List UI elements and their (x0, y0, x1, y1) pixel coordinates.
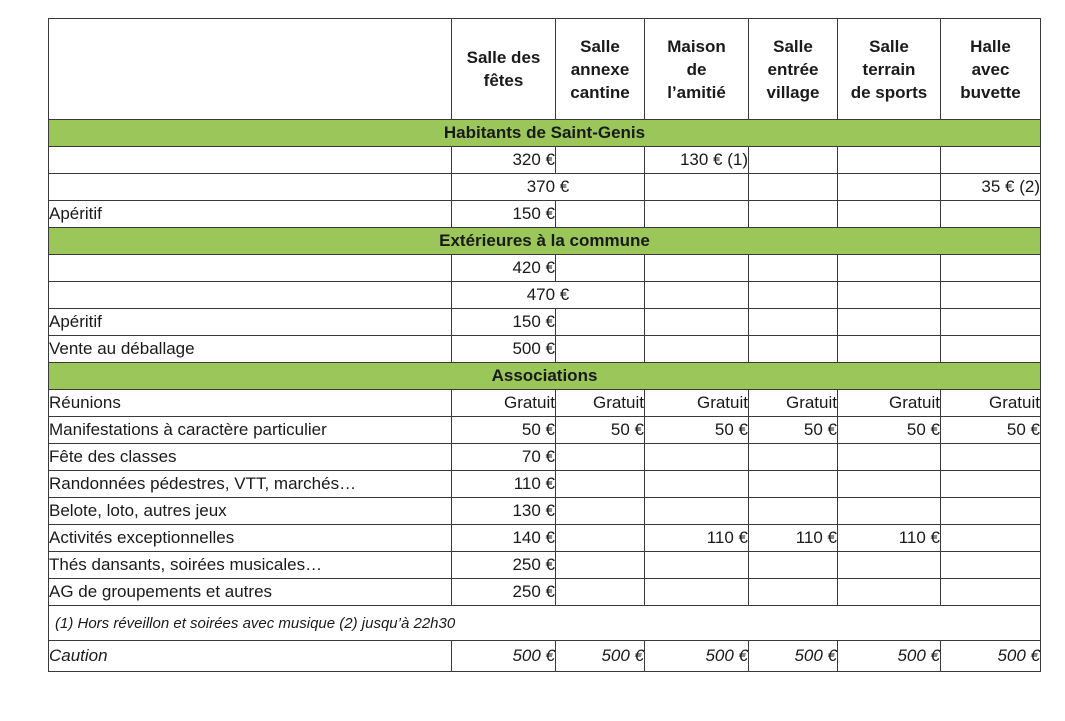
table-cell (838, 147, 941, 174)
column-header-halle-buvette (941, 19, 1041, 120)
table-cell: Gratuit (452, 390, 556, 417)
table-cell (838, 471, 941, 498)
header-line: terrain (862, 59, 916, 79)
table-cell (941, 471, 1041, 498)
caution-cell: 500 € (645, 641, 749, 672)
table-row (49, 282, 1041, 309)
table-cell (838, 552, 941, 579)
table-cell (645, 579, 749, 606)
row-label (49, 282, 452, 309)
table-cell (749, 552, 838, 579)
table-cell: Gratuit (645, 390, 749, 417)
table-cell: 420 € (452, 255, 556, 282)
table-cell (941, 309, 1041, 336)
section-row-habitants (49, 120, 1041, 147)
column-header-salle-terrain-sports (838, 19, 941, 120)
table-cell (556, 255, 645, 282)
associations-rows (49, 390, 1041, 606)
header-line: cantine (570, 82, 630, 102)
table-cell: 50 € (645, 417, 749, 444)
footnote-row (49, 606, 1041, 641)
table-row (49, 471, 1041, 498)
table-cell (941, 201, 1041, 228)
row-label: AG de groupements et autres (49, 579, 452, 606)
table-cell (749, 336, 838, 363)
table-cell (556, 336, 645, 363)
table-cell (645, 255, 749, 282)
table-cell: 320 € (452, 147, 556, 174)
caution-cell: 500 € (452, 641, 556, 672)
row-label: Apéritif (49, 201, 452, 228)
header-line: annexe (570, 59, 630, 79)
row-label: Manifestations à caractère particulier (49, 417, 452, 444)
row-label: Thés dansants, soirées musicales… (49, 552, 452, 579)
caution-cell: 500 € (556, 641, 645, 672)
table-cell (838, 579, 941, 606)
table-cell: 50 € (941, 417, 1041, 444)
section-title-habitants: Habitants de Saint-Genis (49, 120, 1041, 147)
table-cell (749, 498, 838, 525)
table-cell: 110 € (645, 525, 749, 552)
table-row (49, 309, 1041, 336)
table-cell: 50 € (556, 417, 645, 444)
caution-cell: 500 € (749, 641, 838, 672)
table-cell (838, 444, 941, 471)
caution-cell: 500 € (941, 641, 1041, 672)
table-cell (749, 174, 838, 201)
table-row (49, 552, 1041, 579)
table-cell (645, 336, 749, 363)
table-cell (941, 282, 1041, 309)
table-row (49, 444, 1041, 471)
table-row (49, 417, 1041, 444)
merged-cell: 370 € (452, 174, 645, 201)
section-title-exterieures: Extérieures à la commune (49, 228, 1041, 255)
header-row (49, 19, 1041, 120)
table-row (49, 147, 1041, 174)
table-cell (645, 498, 749, 525)
table-row (49, 336, 1041, 363)
table-cell: 50 € (452, 417, 556, 444)
header-line: Salle (869, 36, 909, 56)
table-cell (941, 255, 1041, 282)
header-line: entrée (767, 59, 819, 79)
table-cell (838, 174, 941, 201)
row-label: Vente au déballage (49, 336, 452, 363)
pricing-table (48, 18, 1041, 672)
row-label: Fête des classes (49, 444, 452, 471)
table-cell (749, 309, 838, 336)
table-cell (941, 579, 1041, 606)
table-cell (645, 309, 749, 336)
header-line: fêtes (483, 71, 524, 90)
table-cell (749, 282, 838, 309)
table-row (49, 174, 1041, 201)
table-cell (556, 471, 645, 498)
header-line: Halle (970, 36, 1011, 56)
table-cell (838, 282, 941, 309)
table-cell (556, 498, 645, 525)
table-cell (749, 147, 838, 174)
table-cell: 110 € (452, 471, 556, 498)
table-cell (749, 255, 838, 282)
row-label: Réunions (49, 390, 452, 417)
table-cell (941, 498, 1041, 525)
column-header-salle-annexe-cantine (556, 19, 645, 120)
table-cell: Gratuit (838, 390, 941, 417)
header-line: Maison (667, 36, 726, 56)
table-cell (941, 552, 1041, 579)
table-cell (838, 201, 941, 228)
table-cell: 130 € (1) (645, 147, 749, 174)
table-cell (645, 444, 749, 471)
table-cell (556, 309, 645, 336)
table-cell: 50 € (838, 417, 941, 444)
caution-row (49, 641, 1041, 672)
table-cell (838, 309, 941, 336)
header-line: de sports (850, 82, 928, 102)
header-line: avec (971, 59, 1010, 79)
table-cell: 110 € (838, 525, 941, 552)
header-line: Salle (773, 36, 813, 56)
section-row-exterieures (49, 228, 1041, 255)
row-label (49, 147, 452, 174)
table-cell (838, 336, 941, 363)
table-cell (556, 552, 645, 579)
table-cell (556, 525, 645, 552)
section-title-associations: Associations (49, 363, 1041, 390)
merged-cell: 470 € (452, 282, 645, 309)
table-row (49, 498, 1041, 525)
table-cell: 250 € (452, 579, 556, 606)
header-line: Salle (580, 36, 620, 56)
table-cell (749, 201, 838, 228)
table-cell (838, 255, 941, 282)
caution-label: Caution (49, 641, 452, 672)
table-cell: 50 € (749, 417, 838, 444)
table-row (49, 255, 1041, 282)
table-row (49, 201, 1041, 228)
table-cell (749, 579, 838, 606)
table-cell: 150 € (452, 309, 556, 336)
row-label: Apéritif (49, 309, 452, 336)
table-row (49, 390, 1041, 417)
table-cell: 35 € (2) (941, 174, 1041, 201)
table-cell (556, 201, 645, 228)
table-cell (645, 174, 749, 201)
header-line: buvette (960, 82, 1021, 102)
table-row (49, 525, 1041, 552)
table-cell (749, 444, 838, 471)
row-label: Activités exceptionnelles (49, 525, 452, 552)
table-cell: Gratuit (749, 390, 838, 417)
table-cell: 130 € (452, 498, 556, 525)
row-label: Belote, loto, autres jeux (49, 498, 452, 525)
table-cell (556, 579, 645, 606)
header-empty-cell (49, 19, 452, 120)
table-cell: 140 € (452, 525, 556, 552)
table-cell: 500 € (452, 336, 556, 363)
table-cell (645, 471, 749, 498)
row-label (49, 255, 452, 282)
table-cell: 150 € (452, 201, 556, 228)
header-line: de (686, 59, 707, 79)
table-cell: 70 € (452, 444, 556, 471)
row-label (49, 174, 452, 201)
table-cell: Gratuit (556, 390, 645, 417)
table-cell (749, 471, 838, 498)
column-header-maison-amitie (645, 19, 749, 120)
column-header-salle-entree-village (749, 19, 838, 120)
table-cell (556, 444, 645, 471)
column-header-salle-des-fetes (452, 19, 556, 120)
footnote-text: (1) Hors réveillon et soirées avec musique (2) jusqu’à 22h30 (49, 606, 1041, 641)
table-cell (645, 552, 749, 579)
header-line: l’amitié (667, 82, 726, 102)
table-cell (941, 444, 1041, 471)
table-cell (838, 498, 941, 525)
table-cell (645, 201, 749, 228)
section-row-associations (49, 363, 1041, 390)
caution-cell: 500 € (838, 641, 941, 672)
header-line: Salle des (466, 48, 541, 67)
row-label: Randonnées pédestres, VTT, marchés… (49, 471, 452, 498)
table-row (49, 579, 1041, 606)
header-line: village (766, 82, 820, 102)
table-cell: Gratuit (941, 390, 1041, 417)
table-cell (941, 525, 1041, 552)
table-cell (556, 147, 645, 174)
table-cell: 250 € (452, 552, 556, 579)
table-cell (645, 282, 749, 309)
table-cell: 110 € (749, 525, 838, 552)
table-cell (941, 147, 1041, 174)
table-cell (941, 336, 1041, 363)
